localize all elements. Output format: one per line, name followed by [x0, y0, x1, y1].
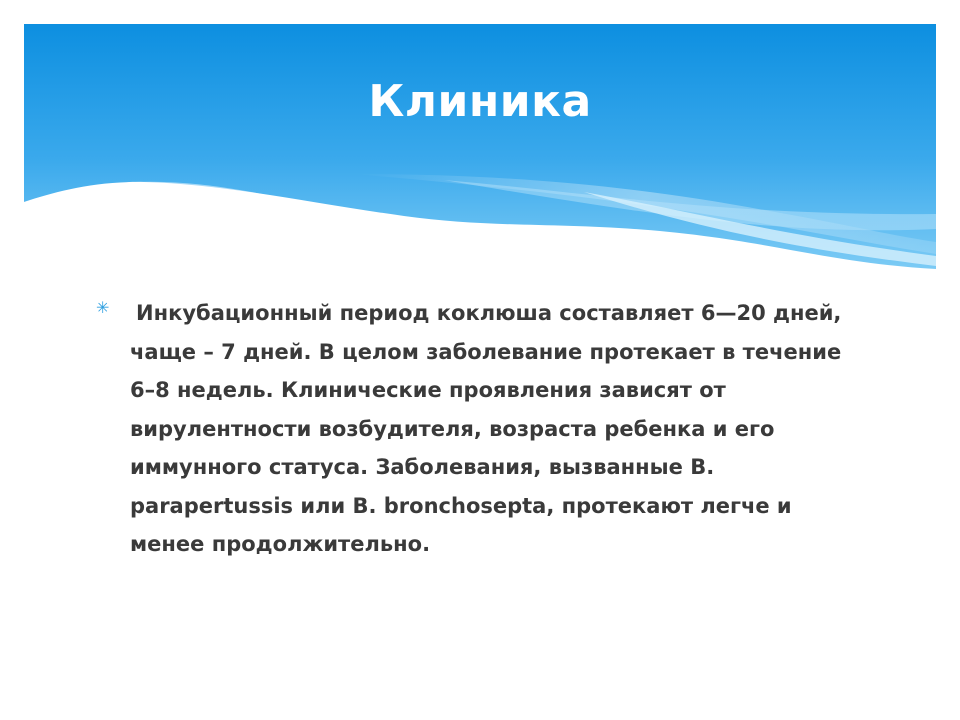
header-wave-banner — [24, 24, 936, 274]
content-area — [96, 294, 856, 564]
list-item — [96, 294, 856, 564]
asterisk-bullet-icon: ✳ — [96, 298, 110, 317]
bullet-text: Инкубационный период коклюша составляет 6—20 дней, чаще – 7 дней. В целом заболевание протекает в течение 6–8 недель. Клинические проявления зависят от вирулентности возбудителя, возраста ребенка и его иммунного статуса. Заболевания, вызванные B. parapertussis или B. bronchosepta, протекают легче и менее продолжительно. — [130, 301, 842, 556]
slide-title: Клиника — [368, 76, 592, 127]
